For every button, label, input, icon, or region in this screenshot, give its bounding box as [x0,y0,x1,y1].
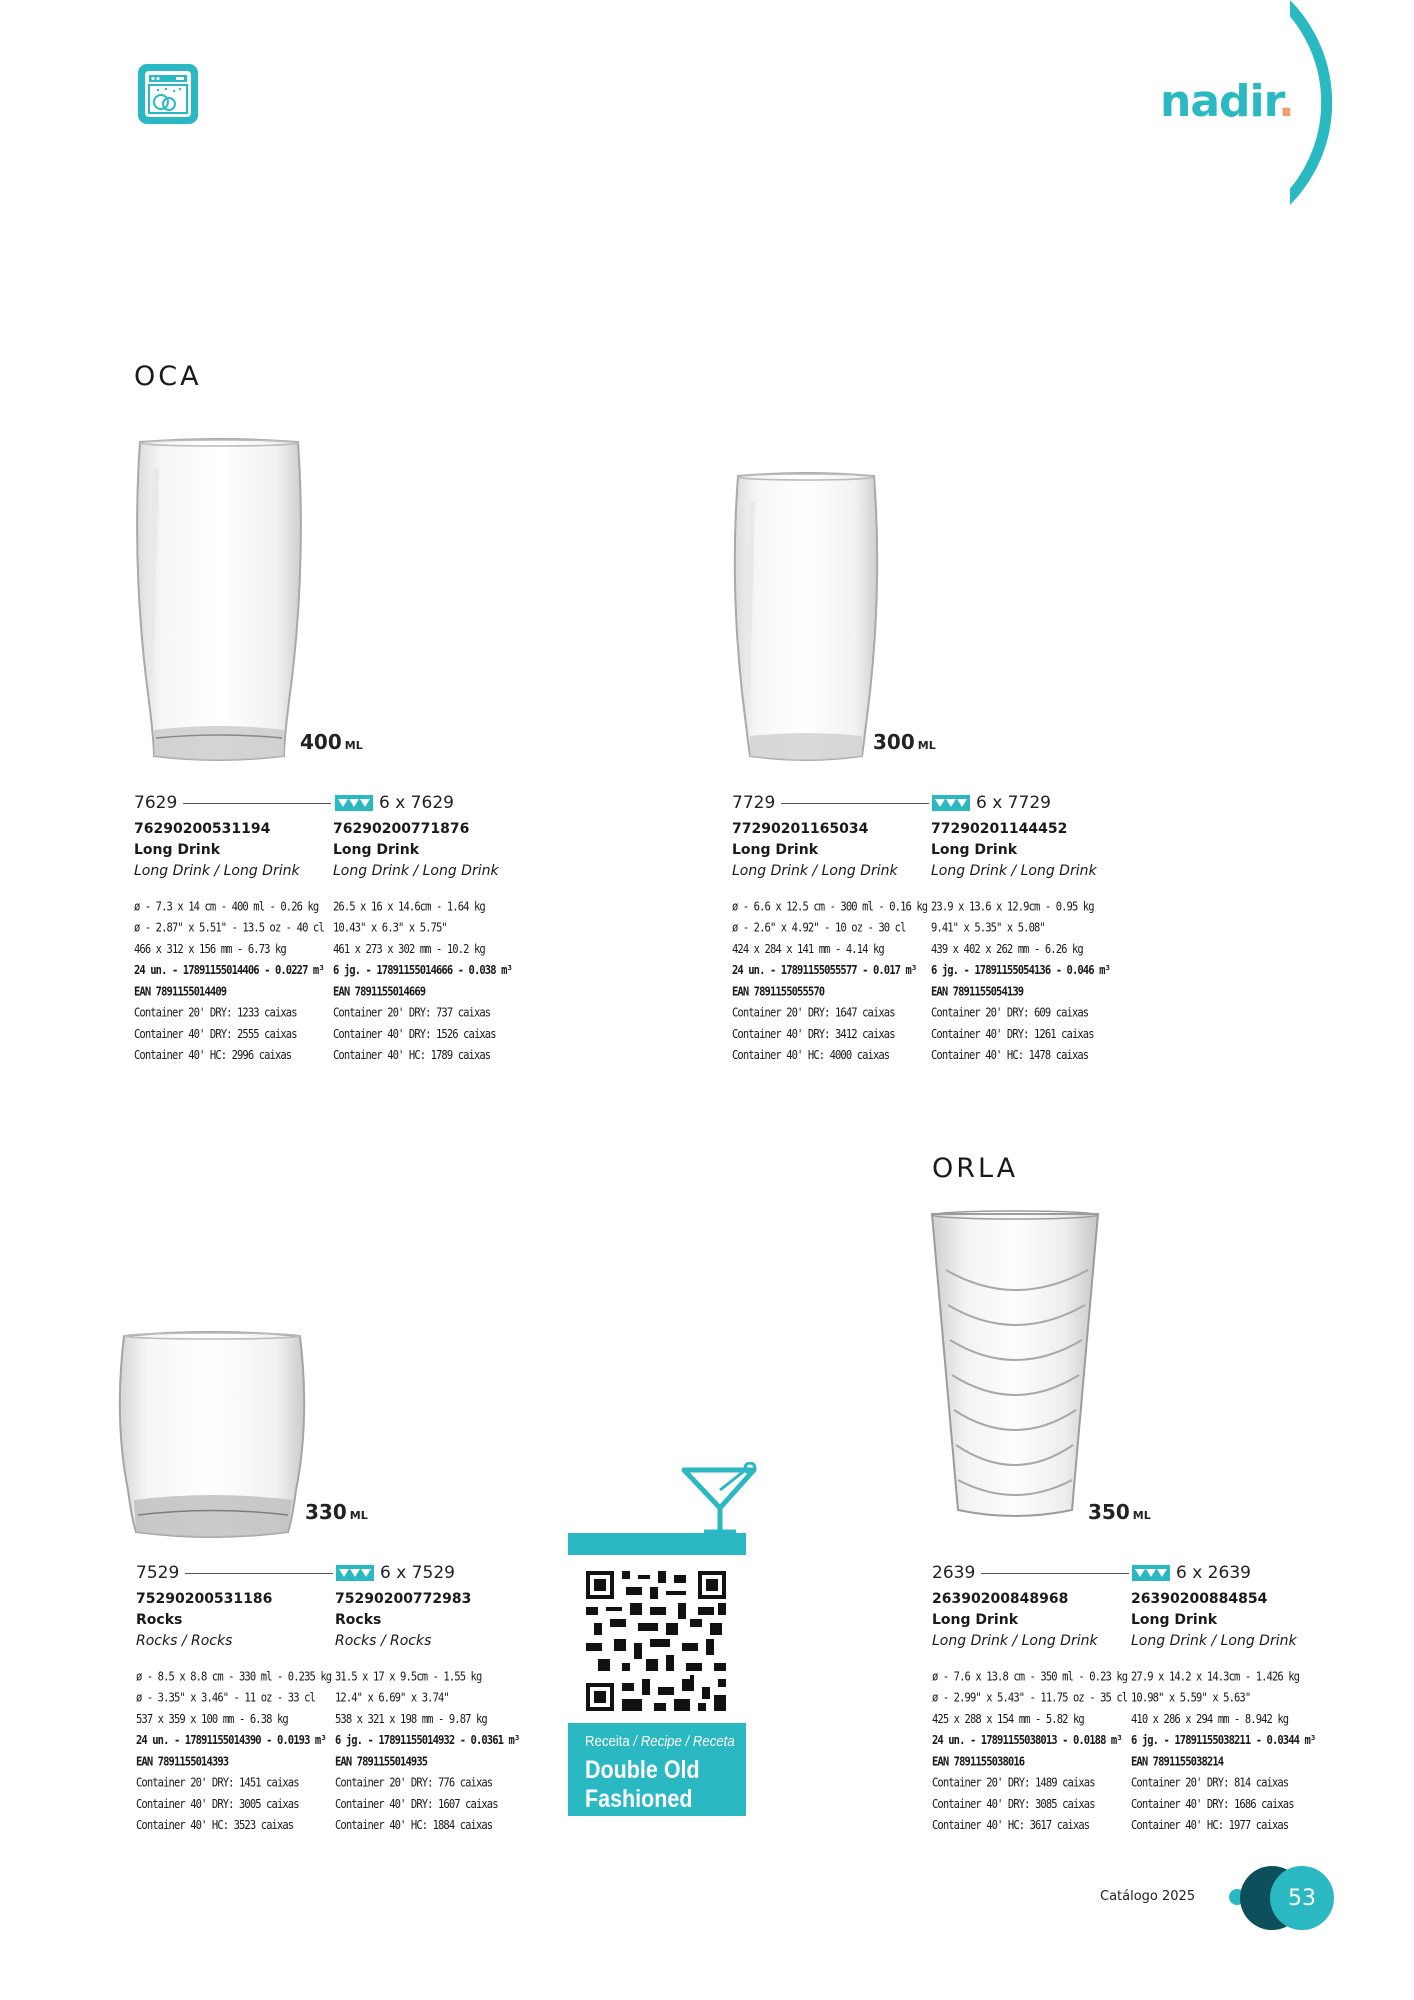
spec-line: Container 20' DRY: 1233 caixas [134,1005,297,1021]
page-number: 53 [1270,1866,1334,1930]
unit-specs-2639 [932,1589,1128,1833]
spec-line: EAN 7891155014935 [335,1754,428,1769]
spec-line: ø - 3.35" x 3.46" - 11 oz - 33 cl [136,1690,315,1706]
dishwasher-safe-icon [136,62,200,126]
spec-line: Container 40' DRY: 1686 caixas [1131,1797,1294,1812]
recipe-card-top [568,1533,746,1555]
spec-line: 10.98" x 5.59" x 5.63" [1131,1690,1251,1706]
spec-line: 24 un. - 17891155038013 - 0.0188 m³ [932,1733,1122,1748]
item-name: Long Drink [931,842,1018,858]
capacity-unit: ML [917,739,936,752]
box-pack-icon [335,795,373,811]
spec-line: ø - 7.6 x 13.8 cm - 350 ml - 0.23 kg [932,1669,1128,1684]
spec-line: EAN 7891155014669 [333,984,426,999]
product-image-2639 [930,1210,1100,1526]
spec-line: EAN 7891155014409 [134,984,227,999]
spec-line: 537 x 359 x 100 mm - 6.38 kg [136,1712,288,1727]
box-code-2639 [1132,1563,1251,1583]
box-code-7529 [336,1563,455,1583]
spec-line: EAN 7891155014393 [136,1754,229,1769]
product-code-7629 [134,793,331,813]
box-code-7629 [335,793,454,813]
brand-logo [1160,76,1294,127]
spec-line: Container 40' DRY: 3412 caixas [732,1027,895,1042]
spec-line: Container 40' HC: 3523 caixas [136,1818,294,1833]
item-ean-code: 77290201144452 [931,821,1068,837]
capacity-label-7529 [305,1500,368,1524]
box-code-7729 [932,793,1051,813]
spec-list [932,1665,1128,1835]
spec-line: Container 20' DRY: 1647 caixas [732,1005,895,1021]
item-name: Long Drink [134,842,221,858]
item-ean-code: 77290201165034 [732,821,869,837]
spec-line: 24 un. - 17891155055577 - 0.017 m³ [732,963,917,978]
spec-line: 24 un. - 17891155014390 - 0.0193 m³ [136,1733,326,1748]
spec-line: 6 jg. - 17891155054136 - 0.046 m³ [931,963,1110,978]
box-specs-2639 [1131,1589,1321,1833]
spec-line: 410 x 286 x 294 mm - 8.942 kg [1131,1712,1289,1727]
capacity-label-7629 [300,730,363,754]
spec-list [931,895,1121,1065]
item-ean-code: 26390200848968 [932,1591,1069,1607]
capacity-label-2639 [1088,1500,1151,1524]
decorative-arc [1290,0,1414,225]
recipe-title-line2: Fashioned [585,1785,693,1813]
item-ean-code: 75290200531186 [136,1591,273,1607]
spec-list [134,895,324,1065]
product-image-7729 [732,472,880,764]
spec-line: Container 20' DRY: 814 caixas [1131,1775,1289,1791]
spec-line: 6 jg. - 17891155014666 - 0.038 m³ [333,963,512,978]
item-name: Long Drink [732,842,819,858]
spec-line: Container 40' HC: 1789 caixas [333,1048,491,1063]
spec-line: ø - 2.99" x 5.43" - 11.75 oz - 35 cl [932,1690,1128,1706]
item-name: Long Drink [932,1612,1019,1628]
product-code-2639 [932,1563,1129,1583]
spec-line: 466 x 312 x 156 mm - 6.73 kg [134,942,286,957]
box-specs-7729 [931,819,1121,1063]
spec-line: ø - 7.3 x 14 cm - 400 ml - 0.26 kg [134,899,319,914]
divider [183,803,331,804]
spec-line: Container 40' DRY: 2555 caixas [134,1027,297,1042]
product-code: 2639 [932,1563,976,1583]
box-pack-icon [1132,1565,1170,1581]
box-code: 6 x 7529 [380,1563,455,1583]
capacity-unit: ML [344,739,363,752]
spec-line: EAN 7891155038016 [932,1754,1025,1769]
spec-line: Container 40' HC: 3617 caixas [932,1818,1090,1833]
spec-line: 9.41" x 5.35" x 5.08" [931,920,1045,936]
spec-line: Container 40' DRY: 1261 caixas [931,1027,1094,1042]
recipe-label-alt: / Recipe / Receta [629,1733,735,1750]
product-code: 7729 [732,793,776,813]
item-name: Long Drink [333,842,420,858]
unit-specs-7629 [134,819,324,1063]
spec-line: Container 40' HC: 1478 caixas [931,1048,1089,1063]
item-name: Rocks [335,1612,382,1628]
spec-line: 6 jg. - 17891155038211 - 0.0344 m³ [1131,1733,1316,1748]
item-subtitle: Long Drink / Long Drink [932,1633,1098,1649]
spec-line: 439 x 402 x 262 mm - 6.26 kg [931,942,1083,957]
spec-line: Container 40' DRY: 3005 caixas [136,1797,299,1812]
item-subtitle: Rocks / Rocks [136,1633,233,1649]
spec-line: EAN 7891155055570 [732,984,825,999]
product-code: 7629 [134,793,178,813]
brand-logo-text: nadir [1160,76,1279,127]
spec-line: ø - 8.5 x 8.8 cm - 330 ml - 0.235 kg [136,1669,332,1684]
product-image-7629 [134,438,304,763]
spec-line: ø - 2.87" x 5.51" - 13.5 oz - 40 cl [134,920,324,936]
capacity-value: 330 [305,1500,347,1524]
spec-line: 538 x 321 x 198 mm - 9.87 kg [335,1712,487,1727]
spec-line: ø - 2.6" x 4.92" - 10 oz - 30 cl [732,920,906,936]
item-ean-code: 76290200771876 [333,821,470,837]
spec-line: 425 x 288 x 154 mm - 5.82 kg [932,1712,1084,1727]
spec-line: 10.43" x 6.3" x 5.75" [333,920,447,936]
capacity-value: 400 [300,730,342,754]
footer-catalog-label: Catálogo 2025 [1100,1889,1196,1904]
item-name: Long Drink [1131,1612,1218,1628]
recipe-card-label[interactable] [568,1723,746,1816]
unit-specs-7529 [136,1589,332,1833]
recipe-title [585,1756,700,1814]
capacity-value: 300 [873,730,915,754]
capacity-unit: ML [349,1509,368,1522]
spec-line: Container 20' DRY: 1451 caixas [136,1775,299,1791]
spec-line: Container 40' DRY: 3085 caixas [932,1797,1095,1812]
box-code: 6 x 2639 [1176,1563,1251,1583]
spec-list [732,895,928,1065]
box-pack-icon [336,1565,374,1581]
divider [981,1573,1129,1574]
product-code: 7529 [136,1563,180,1583]
spec-line: EAN 7891155054139 [931,984,1024,999]
spec-line: Container 20' DRY: 609 caixas [931,1005,1089,1021]
item-subtitle: Long Drink / Long Drink [333,863,499,879]
item-name: Rocks [136,1612,183,1628]
unit-specs-7729 [732,819,928,1063]
capacity-unit: ML [1132,1509,1151,1522]
capacity-label-7729 [873,730,936,754]
spec-line: 31.5 x 17 x 9.5cm - 1.55 kg [335,1669,482,1684]
spec-line: 12.4" x 6.69" x 3.74" [335,1690,449,1706]
section-title-orla: ORLA [932,1153,1019,1184]
spec-line: Container 20' DRY: 737 caixas [333,1005,491,1021]
box-specs-7529 [335,1589,525,1833]
recipe-label: Receita [585,1733,630,1750]
recipe-title-line1: Double Old [585,1756,700,1784]
item-subtitle: Long Drink / Long Drink [931,863,1097,879]
logo-dot: . [1278,76,1294,127]
spec-line: 23.9 x 13.6 x 12.9cm - 0.95 kg [931,899,1094,914]
spec-line: Container 40' DRY: 1526 caixas [333,1027,496,1042]
item-ean-code: 76290200531194 [134,821,271,837]
spec-list [335,1665,525,1835]
box-code: 6 x 7729 [976,793,1051,813]
item-subtitle: Long Drink / Long Drink [134,863,300,879]
recipe-qr-code[interactable] [586,1571,726,1711]
item-subtitle: Rocks / Rocks [335,1633,432,1649]
item-subtitle: Long Drink / Long Drink [1131,1633,1297,1649]
capacity-value: 350 [1088,1500,1130,1524]
spec-line: 6 jg. - 17891155014932 - 0.0361 m³ [335,1733,520,1748]
spec-line: Container 40' HC: 1977 caixas [1131,1818,1289,1833]
box-code: 6 x 7629 [379,793,454,813]
spec-line: 26.5 x 16 x 14.6cm - 1.64 kg [333,899,485,914]
spec-line: 461 x 273 x 302 mm - 10.2 kg [333,942,485,957]
spec-line: Container 20' DRY: 776 caixas [335,1775,493,1791]
spec-line: Container 40' HC: 1884 caixas [335,1818,493,1833]
divider [781,803,929,804]
divider [185,1573,333,1574]
spec-line: Container 40' HC: 2996 caixas [134,1048,292,1063]
product-image-7529 [116,1330,308,1540]
spec-line: Container 20' DRY: 1489 caixas [932,1775,1095,1791]
box-specs-7629 [333,819,523,1063]
spec-line: EAN 7891155038214 [1131,1754,1224,1769]
recipe-qr-area [568,1555,746,1723]
item-ean-code: 75290200772983 [335,1591,472,1607]
item-subtitle: Long Drink / Long Drink [732,863,898,879]
item-ean-code: 26390200884854 [1131,1591,1268,1607]
recipe-label-line [585,1733,735,1750]
spec-line: Container 40' DRY: 1607 caixas [335,1797,498,1812]
spec-line: 424 x 284 x 141 mm - 4.14 kg [732,942,884,957]
spec-line: 24 un. - 17891155014406 - 0.0227 m³ [134,963,324,978]
spec-line: 27.9 x 14.2 x 14.3cm - 1.426 kg [1131,1669,1300,1684]
product-code-7729 [732,793,929,813]
box-pack-icon [932,795,970,811]
spec-line: Container 40' HC: 4000 caixas [732,1048,890,1063]
spec-line: ø - 6.6 x 12.5 cm - 300 ml - 0.16 kg [732,899,928,914]
cocktail-glass-icon [680,1462,762,1536]
spec-list [333,895,523,1065]
product-code-7529 [136,1563,333,1583]
spec-list [1131,1665,1321,1835]
section-title-oca: OCA [134,361,202,392]
spec-list [136,1665,332,1835]
